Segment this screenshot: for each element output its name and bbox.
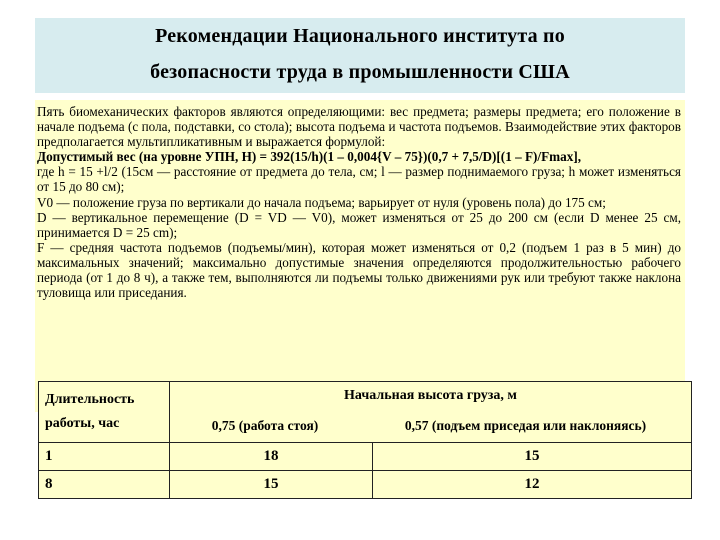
squatting-header: 0,57 (подъем приседая или наклоняясь) [404, 418, 647, 433]
title-panel [35, 18, 685, 93]
standing-value-cell: 18 [170, 443, 373, 471]
definition-h: где h = 15 +l/2 (15см — расстояние от предмета до тела, см; l — размер поднимаемого груза; h может изменяться от 15 до 80 см); [37, 164, 681, 195]
definition-v0: V0 — положение груза по вертикали до начала подъема; варьирует от нуля (уровень пола) до 175 см; [37, 194, 606, 210]
content-panel [35, 100, 685, 412]
squatting-value-cell: 15 [373, 443, 692, 471]
hours-cell: 8 [39, 471, 170, 499]
height-header: Начальная высота груза, м [344, 388, 517, 403]
squatting-value-cell: 12 [373, 471, 692, 499]
duration-header-line-2: работы, час [45, 416, 120, 431]
standing-header: 0,75 (работа стоя) [211, 418, 319, 433]
intro-paragraph: Пять биомеханических факторов являются определяющими: вес предмета; размеры предмета; его положение в начале подъема (с пола, подставки, со стола); высота подъема и частота подъемов. Взаимодействие этих факторов предполагается мультипликативным и выражается формулой: [37, 104, 681, 150]
table-row [39, 443, 692, 471]
height-subheaders [170, 410, 691, 442]
definition-f: F — средняя частота подъемов (подъемы/мин), которая может изменяться от 0,2 (подъем 1 раз в 5 мин) до максимальных значений; максимально допустимые значения определяются продолжительностью рабочего периода (от 1 до 8 ч), а также тем, выполняются ли подъемы только движениями рук или требуют также наклона туловища или приседания. [37, 239, 681, 301]
weight-table [38, 381, 692, 499]
height-header-cell [170, 382, 692, 443]
duration-header [39, 382, 170, 443]
definition-d: D — вертикальное перемещение (D = VD — V0), может изменяться от 25 до 200 см (если D менее 25 см, принимается D = 25 cm); [37, 209, 681, 240]
slide-title-line-1: Рекомендации Национального института по [155, 25, 565, 47]
table-header-row [39, 382, 692, 443]
formula: Допустимый вес (на уровне УПН, H) = 392(15/h)(1 – 0,004{V – 75})(0,7 + 7,5/D)[(1 – F)/Fmax], [37, 149, 582, 165]
standing-value-cell: 15 [170, 471, 373, 499]
hours-cell: 1 [39, 443, 170, 471]
duration-header-line-1: Длительность [45, 392, 135, 407]
table-row [39, 471, 692, 499]
slide-title-line-2: безопасности труда в промышленности США [150, 61, 570, 83]
